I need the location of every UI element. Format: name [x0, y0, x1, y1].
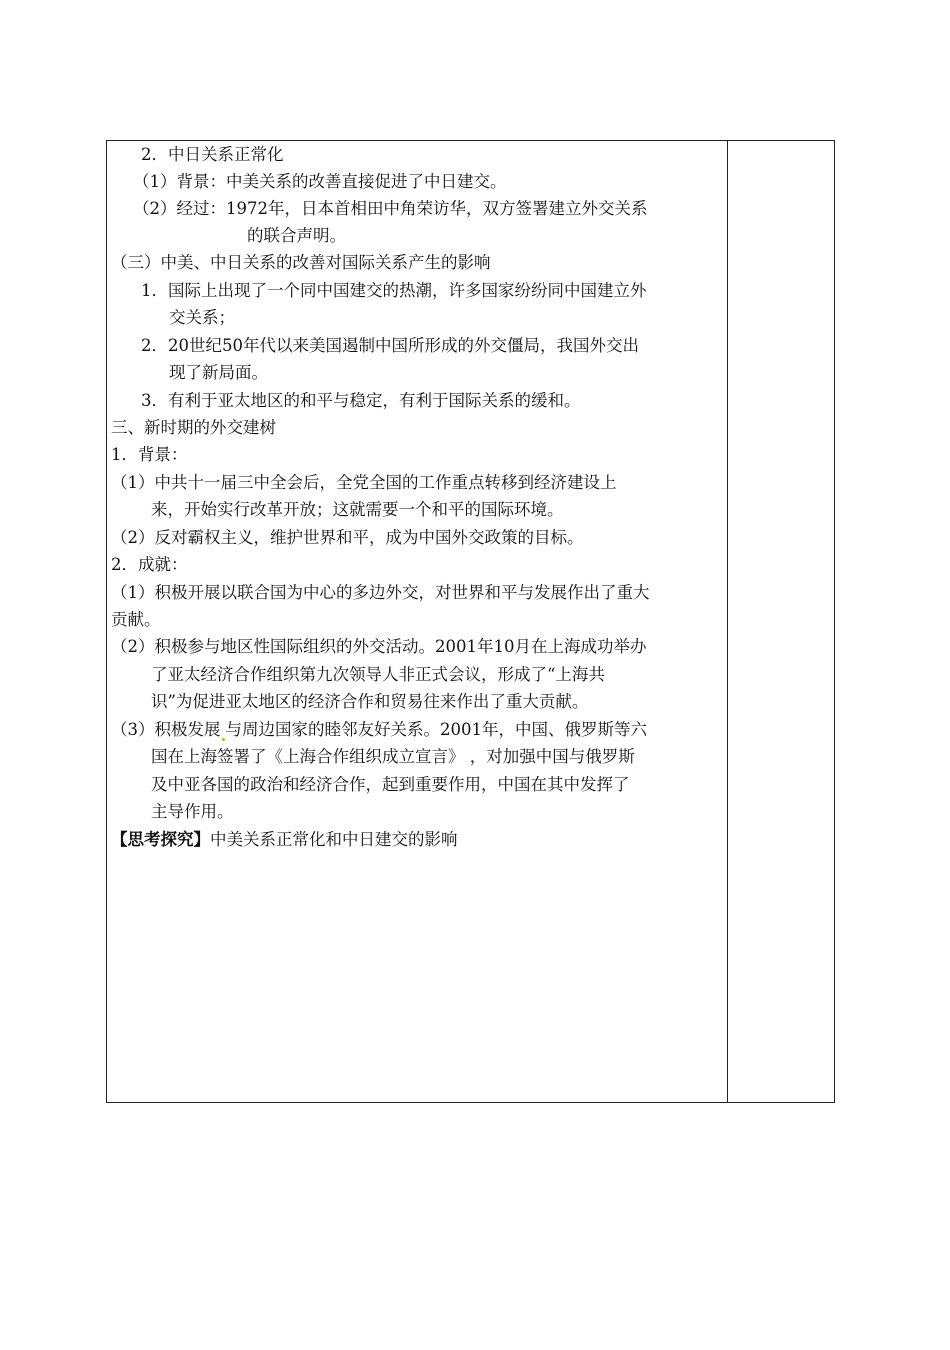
notes-column — [729, 141, 834, 1102]
column-divider — [727, 141, 728, 1102]
list-item: 1．国际上出现了一个同中国建交的热潮，许多国家纷纷同中国建立外 — [141, 281, 647, 300]
paragraph-line: 贡献。 — [111, 610, 161, 629]
paragraph-line: （1）中共十一届三中全会后，全党全国的工作重点转移到经济建设上 — [111, 473, 617, 492]
list-item: 交关系； — [169, 308, 235, 327]
list-item: 2．20世纪50年代以来美国遏制中国所形成的外交僵局，我国外交出 — [141, 336, 639, 355]
paragraph-line: 国在上海签署了《上海合作组织成立宣言》 ，对加强中国与俄罗斯 — [151, 747, 635, 766]
paragraph-line: （1）积极开展以联合国为中心的多边外交，对世界和平与发展作出了重大 — [111, 583, 650, 602]
paragraph-line: 来，开始实行改革开放；这就需要一个和平的国际环境。 — [151, 500, 564, 519]
paragraph-line: 主导作用。 — [151, 802, 234, 821]
edit-mark-icon — [222, 738, 225, 741]
paragraph-line: 识”为促进亚太地区的经济合作和贸易往来作出了重大贡献。 — [151, 692, 589, 711]
section-heading: 2．中日关系正常化 — [141, 145, 284, 164]
text-segment: （3）积极发展 — [111, 720, 221, 739]
paragraph-line: 及中亚各国的政治和经济合作，起到重要作用，中国在其中发挥了 — [151, 775, 630, 794]
paragraph-line: （1）背景：中美关系的改善直接促进了中日建交。 — [133, 172, 507, 191]
paragraph-line: 了亚太经济合作组织第九次领导人非正式会议，形成了“上海共 — [151, 665, 605, 684]
paragraph-line: （2）积极参与地区性国际组织的外交活动。2001年10月在上海成功举办 — [111, 637, 647, 656]
paragraph-line: 的联合声明。 — [247, 226, 346, 245]
main-content-cell — [107, 141, 723, 1102]
list-item: 3．有利于亚太地区的和平与稳定，有利于国际关系的缓和。 — [141, 391, 581, 410]
paragraph-line — [111, 719, 723, 741]
section-heading: 三、新时期的外交建树 — [111, 418, 276, 437]
inquiry-label: 【思考探究】 — [111, 830, 210, 849]
paragraph-line: （2）反对霸权主义，维护世界和平，成为中国外交政策的目标。 — [111, 528, 584, 547]
subheading: 2．成就： — [111, 555, 188, 574]
paragraph-line: （2）经过：1972年，日本首相田中角荣访华，双方签署建立外交关系 — [133, 199, 648, 218]
inquiry-text: 中美关系正常化和中日建交的影响 — [210, 830, 458, 849]
section-heading: （三）中美、中日关系的改善对国际关系产生的影响 — [111, 253, 491, 272]
document-table — [106, 140, 835, 1103]
list-item: 现了新局面。 — [169, 363, 268, 382]
text-segment: 与周边国家的睦邻友好关系。2001年，中国、俄罗斯等六 — [225, 720, 647, 739]
subheading: 1．背景： — [111, 445, 188, 464]
inquiry-prompt — [111, 829, 723, 851]
